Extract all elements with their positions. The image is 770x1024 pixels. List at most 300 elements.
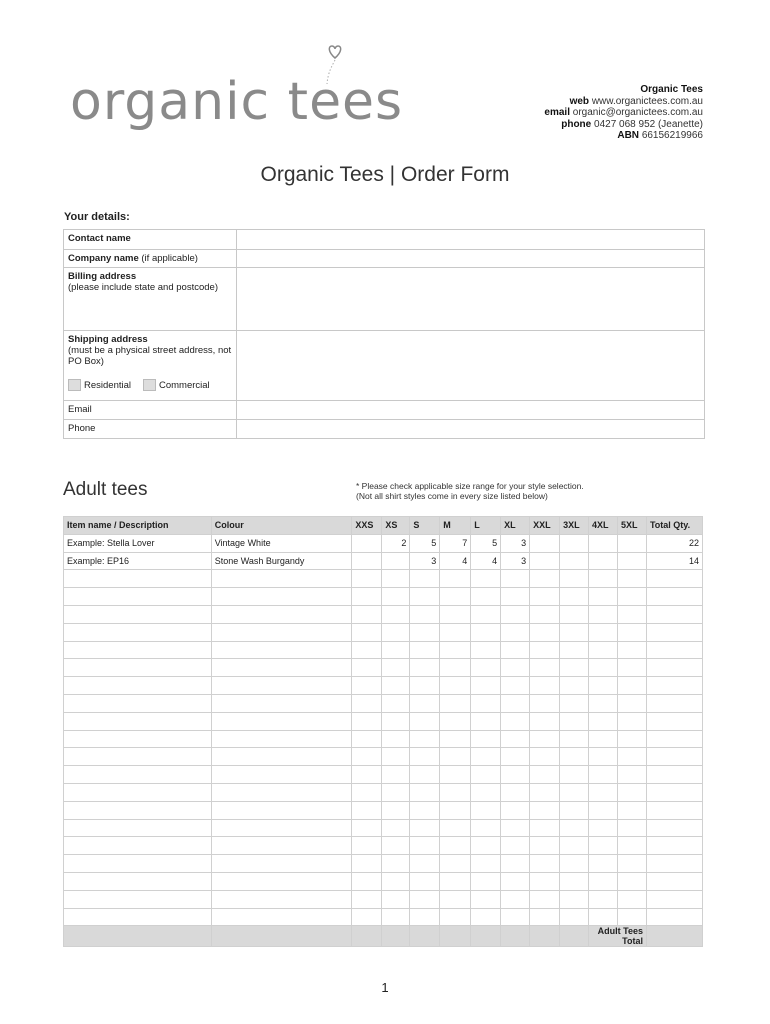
table-cell[interactable] (211, 783, 352, 801)
table-cell[interactable] (589, 783, 618, 801)
table-cell[interactable] (646, 588, 702, 606)
table-cell[interactable] (618, 534, 647, 552)
table-cell[interactable] (560, 712, 589, 730)
table-cell[interactable] (589, 766, 618, 784)
table-cell[interactable] (589, 570, 618, 588)
table-cell[interactable] (501, 748, 530, 766)
table-cell[interactable] (352, 819, 382, 837)
table-cell[interactable] (589, 837, 618, 855)
table-cell[interactable] (440, 641, 471, 659)
table-cell[interactable] (64, 855, 212, 873)
table-cell[interactable] (64, 588, 212, 606)
table-cell[interactable] (64, 570, 212, 588)
table-cell[interactable] (530, 623, 560, 641)
table-cell[interactable]: 4 (471, 552, 501, 570)
table-cell[interactable] (352, 837, 382, 855)
email-link[interactable]: organic@organictees.com.au (572, 107, 703, 118)
table-cell[interactable] (382, 819, 410, 837)
table-cell[interactable] (618, 855, 647, 873)
table-cell[interactable]: 3 (410, 552, 440, 570)
table-cell[interactable] (410, 712, 440, 730)
table-cell[interactable] (211, 605, 352, 623)
table-cell[interactable] (530, 694, 560, 712)
table-cell[interactable]: Vintage White (211, 534, 352, 552)
table-cell[interactable] (560, 534, 589, 552)
table-cell[interactable] (352, 908, 382, 926)
table-cell[interactable] (618, 605, 647, 623)
table-cell[interactable] (589, 819, 618, 837)
table-cell[interactable] (440, 588, 471, 606)
table-cell[interactable] (589, 872, 618, 890)
table-cell[interactable] (560, 783, 589, 801)
table-cell[interactable] (646, 659, 702, 677)
table-cell[interactable] (440, 837, 471, 855)
table-cell[interactable] (382, 677, 410, 695)
table-cell[interactable] (589, 623, 618, 641)
table-cell[interactable] (646, 694, 702, 712)
table-cell[interactable] (501, 641, 530, 659)
table-cell[interactable] (211, 641, 352, 659)
shipping-address-field[interactable] (237, 331, 705, 401)
table-cell[interactable] (352, 570, 382, 588)
table-cell[interactable] (560, 855, 589, 873)
table-cell[interactable] (560, 623, 589, 641)
table-cell[interactable] (618, 819, 647, 837)
table-cell[interactable] (560, 605, 589, 623)
table-cell[interactable] (618, 730, 647, 748)
web-link[interactable]: www.organictees.com.au (591, 95, 703, 107)
table-cell[interactable] (440, 872, 471, 890)
table-cell[interactable] (382, 872, 410, 890)
table-cell[interactable] (646, 712, 702, 730)
table-cell[interactable] (618, 783, 647, 801)
table-cell[interactable] (618, 872, 647, 890)
table-cell[interactable] (501, 908, 530, 926)
table-cell[interactable] (211, 855, 352, 873)
table-cell[interactable] (382, 570, 410, 588)
table-cell[interactable] (211, 837, 352, 855)
table-cell[interactable] (352, 623, 382, 641)
table-cell[interactable] (618, 801, 647, 819)
table-cell[interactable] (618, 890, 647, 908)
table-cell[interactable] (530, 605, 560, 623)
table-cell[interactable]: 4 (440, 552, 471, 570)
table-cell[interactable] (64, 730, 212, 748)
table-cell[interactable] (471, 855, 501, 873)
table-cell[interactable] (410, 783, 440, 801)
table-cell[interactable]: 7 (440, 534, 471, 552)
table-cell[interactable] (440, 712, 471, 730)
table-cell[interactable] (589, 855, 618, 873)
table-cell[interactable] (501, 872, 530, 890)
table-cell[interactable] (382, 783, 410, 801)
table-cell[interactable] (440, 801, 471, 819)
table-cell[interactable] (440, 730, 471, 748)
table-cell[interactable] (618, 570, 647, 588)
table-cell[interactable] (382, 588, 410, 606)
table-cell[interactable] (352, 748, 382, 766)
table-cell[interactable] (618, 748, 647, 766)
table-cell[interactable]: 22 (646, 534, 702, 552)
table-cell[interactable]: 5 (471, 534, 501, 552)
table-cell[interactable] (618, 766, 647, 784)
table-cell[interactable] (410, 730, 440, 748)
table-cell[interactable] (471, 801, 501, 819)
table-cell[interactable] (471, 748, 501, 766)
table-cell[interactable] (530, 819, 560, 837)
phone-label-cell: Phone (64, 420, 237, 439)
table-cell[interactable] (646, 855, 702, 873)
table-cell[interactable] (501, 855, 530, 873)
table-cell[interactable] (560, 908, 589, 926)
table-cell[interactable]: 5 (410, 534, 440, 552)
table-cell[interactable] (646, 908, 702, 926)
table-cell[interactable] (211, 801, 352, 819)
table-cell[interactable] (440, 855, 471, 873)
table-cell[interactable] (211, 890, 352, 908)
table-cell[interactable] (589, 677, 618, 695)
table-cell[interactable] (64, 659, 212, 677)
table-cell[interactable] (618, 694, 647, 712)
table-cell[interactable] (471, 641, 501, 659)
table-cell[interactable] (646, 730, 702, 748)
billing-address-field[interactable] (237, 268, 705, 331)
table-cell[interactable] (352, 783, 382, 801)
table-cell[interactable] (64, 766, 212, 784)
table-cell[interactable] (646, 766, 702, 784)
table-cell[interactable] (501, 694, 530, 712)
table-cell[interactable] (64, 872, 212, 890)
table-cell[interactable] (211, 712, 352, 730)
table-cell[interactable] (646, 801, 702, 819)
table-cell[interactable] (382, 748, 410, 766)
table-cell[interactable] (560, 694, 589, 712)
table-cell[interactable] (440, 748, 471, 766)
table-cell[interactable] (64, 677, 212, 695)
table-cell[interactable] (646, 872, 702, 890)
table-cell[interactable] (211, 570, 352, 588)
table-cell[interactable] (501, 570, 530, 588)
table-cell[interactable] (501, 712, 530, 730)
table-cell[interactable] (440, 677, 471, 695)
table-cell[interactable] (410, 588, 440, 606)
table-cell[interactable] (352, 766, 382, 784)
table-cell[interactable] (352, 641, 382, 659)
table-cell[interactable] (410, 570, 440, 588)
table-cell[interactable] (410, 605, 440, 623)
table-row (64, 641, 703, 659)
table-cell[interactable] (618, 712, 647, 730)
table-cell[interactable] (501, 766, 530, 784)
table-cell[interactable] (352, 730, 382, 748)
table-cell[interactable] (501, 801, 530, 819)
table-cell[interactable] (352, 890, 382, 908)
table-cell[interactable] (382, 623, 410, 641)
table-cell[interactable] (560, 819, 589, 837)
table-cell[interactable] (530, 641, 560, 659)
table-cell[interactable] (560, 659, 589, 677)
table-cell[interactable] (560, 801, 589, 819)
table-cell[interactable] (471, 837, 501, 855)
table-cell[interactable] (352, 801, 382, 819)
table-cell[interactable] (410, 801, 440, 819)
table-cell[interactable] (471, 908, 501, 926)
company-name-field[interactable] (237, 250, 705, 268)
table-cell[interactable] (618, 908, 647, 926)
table-cell[interactable] (352, 659, 382, 677)
table-cell[interactable]: Example: Stella Lover (64, 534, 212, 552)
table-cell[interactable] (530, 677, 560, 695)
table-cell[interactable] (410, 819, 440, 837)
table-cell[interactable] (471, 730, 501, 748)
table-cell[interactable] (618, 623, 647, 641)
table-cell[interactable] (382, 855, 410, 873)
table-cell[interactable] (530, 872, 560, 890)
table-cell[interactable] (501, 677, 530, 695)
table-cell[interactable] (646, 890, 702, 908)
table-cell[interactable] (410, 623, 440, 641)
table-cell[interactable]: 3 (501, 552, 530, 570)
commercial-checkbox[interactable] (143, 379, 156, 391)
table-cell[interactable] (64, 605, 212, 623)
table-cell[interactable] (352, 552, 382, 570)
table-cell[interactable] (64, 712, 212, 730)
table-cell[interactable] (618, 641, 647, 659)
table-cell[interactable] (352, 588, 382, 606)
table-cell[interactable] (560, 730, 589, 748)
table-cell[interactable] (440, 605, 471, 623)
table-header-row (64, 517, 703, 535)
table-cell[interactable] (440, 819, 471, 837)
table-cell[interactable] (646, 605, 702, 623)
table-cell[interactable] (440, 694, 471, 712)
table-cell[interactable] (64, 641, 212, 659)
table-cell[interactable] (646, 570, 702, 588)
phone-field[interactable] (237, 420, 705, 439)
table-cell[interactable] (440, 890, 471, 908)
table-cell[interactable] (530, 766, 560, 784)
table-cell[interactable] (589, 908, 618, 926)
table-cell[interactable] (382, 766, 410, 784)
table-cell[interactable] (501, 730, 530, 748)
table-cell[interactable] (440, 623, 471, 641)
table-cell[interactable] (211, 623, 352, 641)
table-cell[interactable] (560, 570, 589, 588)
table-cell[interactable] (410, 641, 440, 659)
table-cell[interactable] (64, 819, 212, 837)
table-cell[interactable] (410, 855, 440, 873)
table-cell[interactable] (64, 783, 212, 801)
table-cell[interactable] (530, 801, 560, 819)
table-cell[interactable] (646, 641, 702, 659)
table-cell[interactable] (64, 837, 212, 855)
table-cell[interactable] (471, 623, 501, 641)
table-cell[interactable] (64, 801, 212, 819)
table-cell[interactable] (530, 552, 560, 570)
table-cell[interactable]: Stone Wash Burgandy (211, 552, 352, 570)
table-cell[interactable] (646, 677, 702, 695)
table-cell[interactable]: 14 (646, 552, 702, 570)
table-cell[interactable] (64, 908, 212, 926)
table-cell[interactable] (560, 641, 589, 659)
table-cell[interactable] (64, 623, 212, 641)
table-cell[interactable]: 3 (501, 534, 530, 552)
table-cell[interactable] (352, 855, 382, 873)
table-cell[interactable] (589, 730, 618, 748)
table-cell[interactable] (64, 748, 212, 766)
table-cell[interactable]: Example: EP16 (64, 552, 212, 570)
table-cell[interactable] (410, 890, 440, 908)
table-cell[interactable] (589, 890, 618, 908)
table-cell[interactable] (646, 837, 702, 855)
table-cell[interactable] (211, 730, 352, 748)
table-cell[interactable] (471, 783, 501, 801)
table-cell[interactable] (618, 588, 647, 606)
table-cell[interactable] (382, 712, 410, 730)
table-cell[interactable] (352, 712, 382, 730)
table-cell[interactable] (530, 908, 560, 926)
table-cell[interactable] (501, 623, 530, 641)
table-cell[interactable] (501, 605, 530, 623)
table-cell[interactable] (646, 623, 702, 641)
table-cell[interactable] (410, 908, 440, 926)
table-cell[interactable] (589, 552, 618, 570)
table-cell[interactable] (352, 534, 382, 552)
table-cell[interactable] (211, 748, 352, 766)
table-cell[interactable] (382, 801, 410, 819)
contact-name-field[interactable] (237, 230, 705, 250)
table-cell[interactable] (560, 748, 589, 766)
table-cell[interactable] (382, 552, 410, 570)
table-cell[interactable] (211, 819, 352, 837)
table-cell[interactable] (382, 659, 410, 677)
table-cell[interactable] (589, 641, 618, 659)
table-cell[interactable] (560, 552, 589, 570)
table-cell[interactable] (352, 605, 382, 623)
table-cell[interactable] (410, 748, 440, 766)
table-cell[interactable] (440, 783, 471, 801)
table-cell[interactable] (589, 712, 618, 730)
table-cell[interactable] (440, 766, 471, 784)
table-cell[interactable] (211, 908, 352, 926)
table-cell[interactable] (410, 837, 440, 855)
table-cell[interactable] (501, 783, 530, 801)
table-cell[interactable] (440, 570, 471, 588)
table-cell[interactable] (352, 872, 382, 890)
table-cell[interactable] (530, 588, 560, 606)
table-cell[interactable] (471, 712, 501, 730)
table-cell[interactable] (501, 588, 530, 606)
table-cell[interactable] (530, 783, 560, 801)
table-cell[interactable] (382, 908, 410, 926)
table-cell[interactable] (646, 819, 702, 837)
table-cell[interactable] (618, 677, 647, 695)
table-cell[interactable] (589, 748, 618, 766)
table-cell[interactable] (560, 837, 589, 855)
table-cell[interactable] (589, 659, 618, 677)
table-cell[interactable] (382, 890, 410, 908)
table-cell[interactable] (382, 641, 410, 659)
table-cell[interactable] (471, 570, 501, 588)
table-cell[interactable] (410, 659, 440, 677)
table-cell[interactable] (560, 588, 589, 606)
table-cell[interactable] (211, 588, 352, 606)
table-cell[interactable] (501, 819, 530, 837)
table-cell[interactable] (410, 677, 440, 695)
table-cell[interactable] (410, 694, 440, 712)
table-cell[interactable] (64, 890, 212, 908)
table-cell[interactable] (618, 552, 647, 570)
table-cell[interactable] (211, 694, 352, 712)
table-cell[interactable] (618, 837, 647, 855)
table-cell[interactable] (560, 890, 589, 908)
table-cell[interactable] (560, 766, 589, 784)
table-cell[interactable] (530, 890, 560, 908)
table-cell[interactable] (211, 677, 352, 695)
table-cell[interactable] (211, 659, 352, 677)
table-cell[interactable] (471, 659, 501, 677)
adult-tees-total-field[interactable] (646, 926, 702, 947)
table-cell[interactable] (530, 855, 560, 873)
table-cell[interactable] (382, 730, 410, 748)
table-cell[interactable] (440, 659, 471, 677)
table-cell[interactable] (471, 677, 501, 695)
table-cell[interactable] (382, 837, 410, 855)
table-cell[interactable] (471, 605, 501, 623)
residential-checkbox[interactable] (68, 379, 81, 391)
table-cell[interactable] (410, 766, 440, 784)
table-cell[interactable] (589, 605, 618, 623)
table-cell[interactable] (471, 766, 501, 784)
table-cell[interactable] (352, 694, 382, 712)
table-cell[interactable] (352, 677, 382, 695)
table-cell[interactable]: 2 (382, 534, 410, 552)
table-cell[interactable] (646, 748, 702, 766)
table-cell[interactable] (530, 730, 560, 748)
table-cell[interactable] (530, 837, 560, 855)
table-cell[interactable] (440, 908, 471, 926)
table-cell[interactable] (501, 837, 530, 855)
table-cell[interactable] (64, 694, 212, 712)
table-cell[interactable] (646, 783, 702, 801)
table-cell[interactable] (471, 694, 501, 712)
table-cell[interactable] (471, 872, 501, 890)
table-cell[interactable] (382, 605, 410, 623)
table-cell[interactable] (382, 694, 410, 712)
table-cell[interactable] (501, 890, 530, 908)
table-cell[interactable] (530, 534, 560, 552)
table-cell[interactable] (589, 588, 618, 606)
table-cell[interactable] (530, 659, 560, 677)
table-cell[interactable] (618, 659, 647, 677)
table-cell[interactable] (530, 570, 560, 588)
table-cell[interactable] (211, 766, 352, 784)
table-cell[interactable] (589, 694, 618, 712)
table-cell[interactable] (560, 677, 589, 695)
table-cell[interactable] (211, 872, 352, 890)
table-cell[interactable] (471, 890, 501, 908)
table-cell[interactable] (530, 748, 560, 766)
table-cell[interactable] (560, 872, 589, 890)
table-cell[interactable] (530, 712, 560, 730)
table-cell[interactable] (410, 872, 440, 890)
table-cell[interactable] (471, 819, 501, 837)
table-cell[interactable] (589, 534, 618, 552)
table-cell[interactable] (501, 659, 530, 677)
email-field[interactable] (237, 401, 705, 420)
table-cell[interactable] (589, 801, 618, 819)
table-cell[interactable] (471, 588, 501, 606)
